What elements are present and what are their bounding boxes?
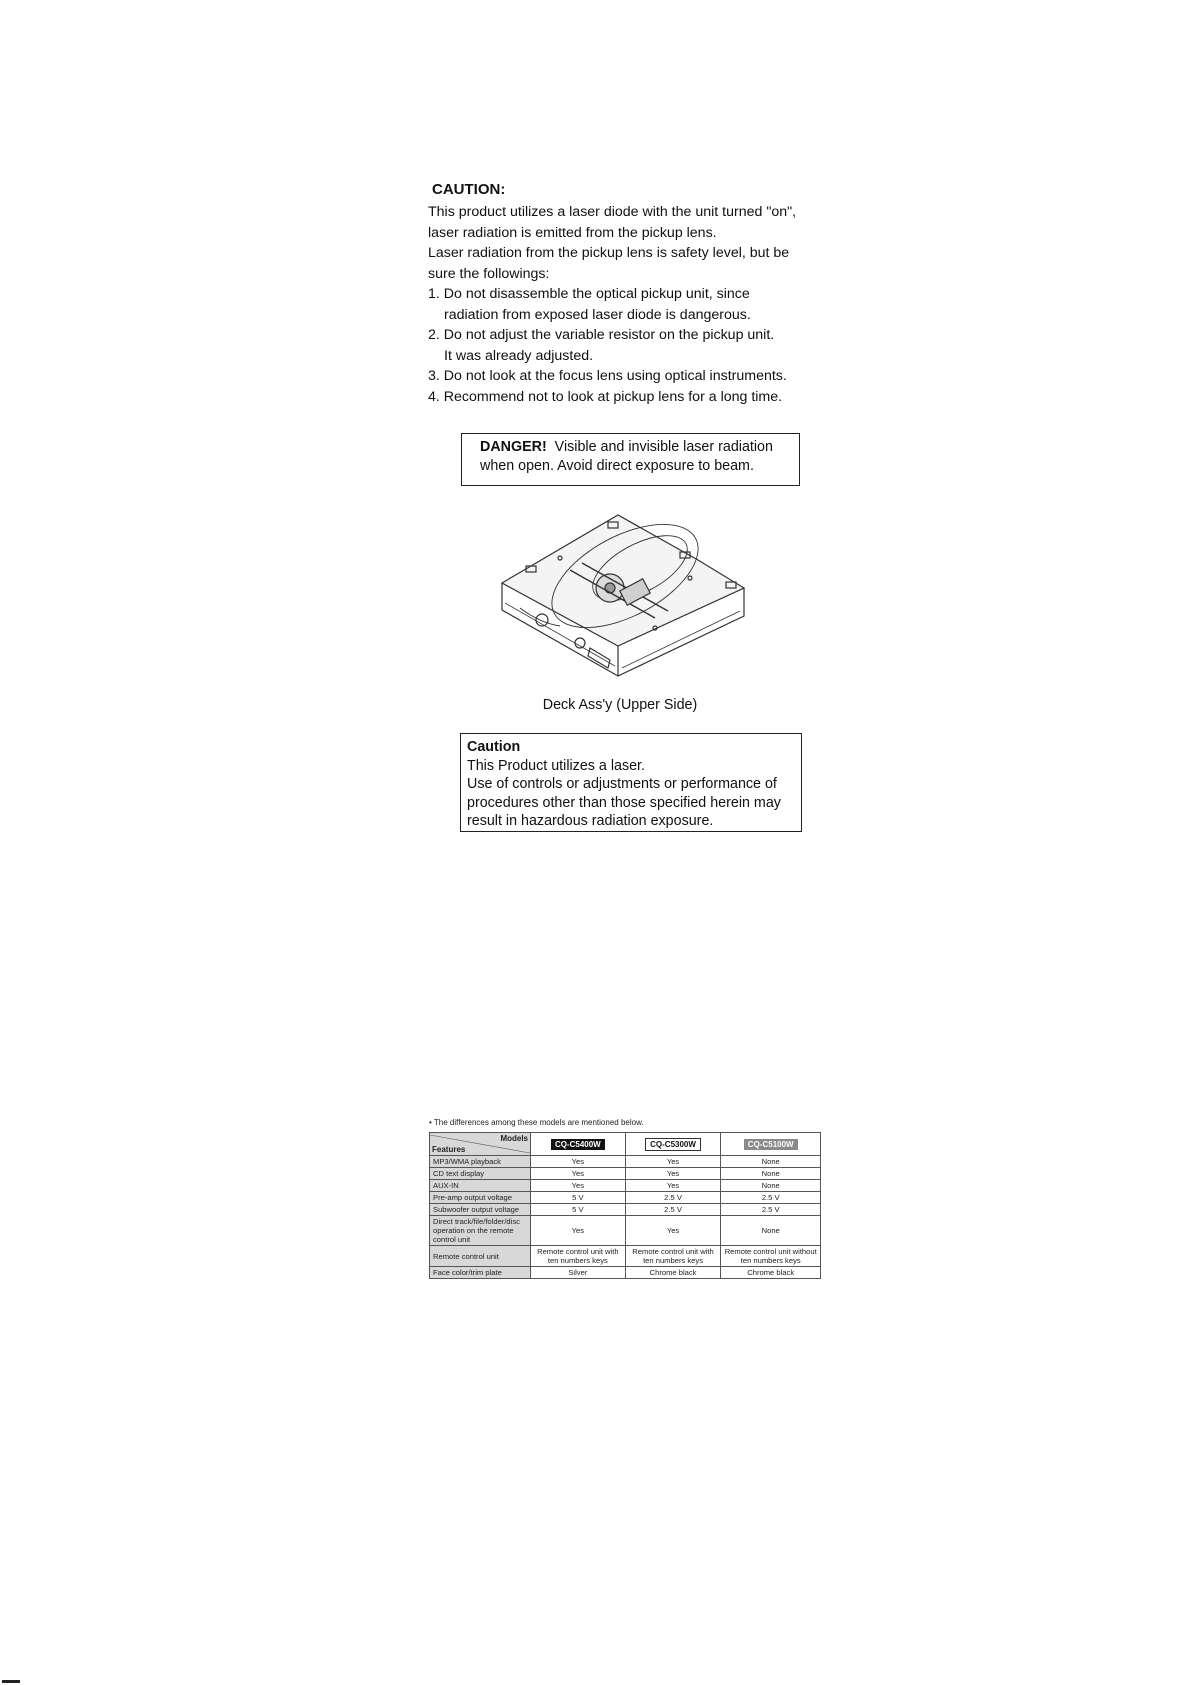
feature-cell: Direct track/file/folder/disc operation on the remote control unit	[430, 1216, 531, 1246]
table-row	[430, 1180, 821, 1192]
laser-caution-line: Use of controls or adjustments or performance of	[467, 776, 777, 792]
value-cell: Yes	[625, 1156, 721, 1168]
caution-item-1-cont: radiation from exposed laser diode is dangerous.	[444, 306, 751, 323]
value-cell: Yes	[625, 1216, 721, 1246]
laser-caution-line: procedures other than those specified herein may	[467, 794, 781, 811]
caution-item-2-cont: It was already adjusted.	[444, 347, 594, 364]
table-row	[430, 1192, 821, 1204]
caution-line: laser radiation is emitted from the pickup lens.	[428, 224, 717, 241]
danger-line-1	[480, 438, 799, 457]
value-cell: Remote control unit with ten numbers keys	[625, 1246, 721, 1267]
corner-models-label: Models	[500, 1134, 528, 1143]
value-cell: Yes	[531, 1156, 626, 1168]
caution-title: CAUTION:	[432, 181, 506, 198]
model-differences-table	[429, 1132, 821, 1279]
value-cell: None	[721, 1180, 821, 1192]
models-note: • The differences among these models are mentioned below.	[429, 1118, 644, 1127]
model-tag: CQ-C5400W	[551, 1139, 605, 1150]
feature-cell: Remote control unit	[430, 1246, 531, 1267]
value-cell: Yes	[625, 1180, 721, 1192]
value-cell: None	[721, 1156, 821, 1168]
value-cell: 2.5 V	[625, 1192, 721, 1204]
value-cell: Yes	[531, 1168, 626, 1180]
value-cell: 5 V	[531, 1204, 626, 1216]
model-header	[531, 1133, 626, 1156]
value-cell: Silver	[531, 1267, 626, 1279]
corner-features-label: Features	[432, 1145, 466, 1154]
feature-cell: AUX-IN	[430, 1180, 531, 1192]
caution-body	[428, 202, 828, 407]
table-header-row	[430, 1133, 821, 1156]
caution-line: Laser radiation from the pickup lens is safety level, but be	[428, 245, 790, 261]
caution-line: This product utilizes a laser diode with the unit turned "on",	[428, 204, 797, 220]
figure-caption: Deck Ass'y (Upper Side)	[542, 697, 698, 713]
value-cell: None	[721, 1216, 821, 1246]
model-tag: CQ-C5300W	[645, 1138, 701, 1151]
laser-caution-line: result in hazardous radiation exposure.	[467, 813, 714, 829]
feature-cell: Subwoofer output voltage	[430, 1204, 531, 1216]
deck-assembly-illustration	[490, 508, 760, 690]
value-cell: Yes	[531, 1216, 626, 1246]
value-cell: Remote control unit without ten numbers keys	[721, 1246, 821, 1267]
danger-label: DANGER!	[480, 439, 547, 455]
value-cell: 2.5 V	[625, 1204, 721, 1216]
laser-caution-line: This Product utilizes a laser.	[467, 757, 645, 774]
laser-caution-box	[460, 733, 802, 832]
caution-section	[428, 181, 828, 407]
value-cell: Yes	[625, 1168, 721, 1180]
model-tag: CQ-C5100W	[744, 1139, 798, 1150]
table-row	[430, 1168, 821, 1180]
danger-text-2: when open. Avoid direct exposure to beam.	[480, 458, 754, 474]
table-row	[430, 1216, 821, 1246]
value-cell: Remote control unit with ten numbers keys	[531, 1246, 626, 1267]
feature-cell: Pre-amp output voltage	[430, 1192, 531, 1204]
value-cell: 5 V	[531, 1192, 626, 1204]
model-header	[625, 1133, 721, 1156]
header-corner-cell	[430, 1133, 531, 1156]
caution-item-2: 2. Do not adjust the variable resistor on the pickup unit.	[428, 327, 775, 343]
value-cell: Chrome black	[625, 1267, 721, 1279]
value-cell: Yes	[531, 1180, 626, 1192]
model-header	[721, 1133, 821, 1156]
table-row	[430, 1156, 821, 1168]
table-row	[430, 1246, 821, 1267]
caution-line: sure the followings:	[428, 265, 550, 282]
danger-text-1: Visible and invisible laser radiation	[554, 439, 773, 455]
caution-item-1: 1. Do not disassemble the optical pickup unit, since	[428, 286, 750, 302]
danger-box	[461, 433, 800, 486]
caution-item-3: 3. Do not look at the focus lens using optical instruments.	[428, 368, 787, 384]
laser-caution-title: Caution	[467, 739, 521, 755]
feature-cell: MP3/WMA playback	[430, 1156, 531, 1168]
value-cell: 2.5 V	[721, 1192, 821, 1204]
value-cell: 2.5 V	[721, 1204, 821, 1216]
feature-cell: Face color/trim plate	[430, 1267, 531, 1279]
feature-cell: CD text display	[430, 1168, 531, 1180]
table-row	[430, 1267, 821, 1279]
value-cell: None	[721, 1168, 821, 1180]
caution-item-4: 4. Recommend not to look at pickup lens for a long time.	[428, 388, 783, 405]
table-row	[430, 1204, 821, 1216]
value-cell: Chrome black	[721, 1267, 821, 1279]
page-corner-mark	[2, 1680, 20, 1683]
